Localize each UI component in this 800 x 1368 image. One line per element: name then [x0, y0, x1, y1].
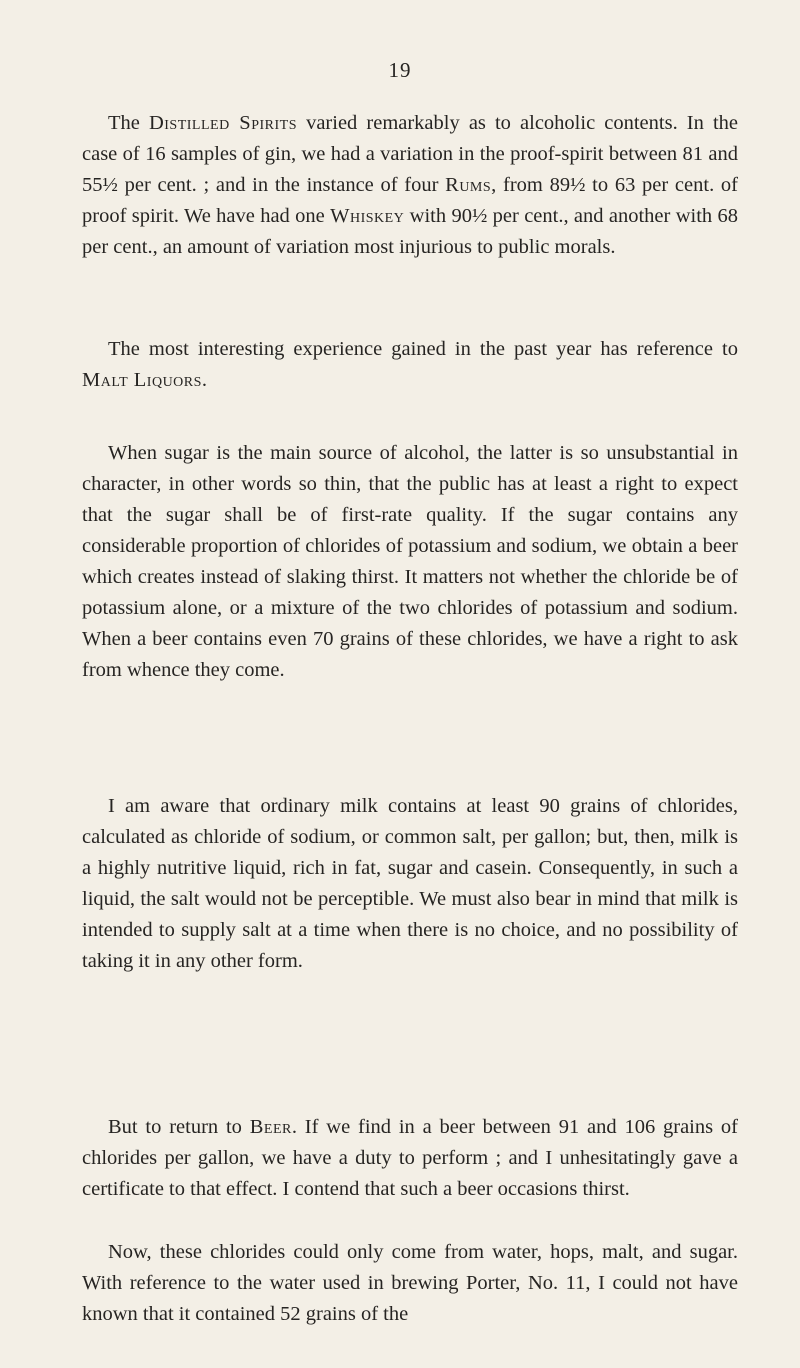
page-number: 19 [388, 58, 412, 82]
small-caps-term-distilled-spirits: Distilled Spirits [148, 112, 297, 134]
small-caps-term-beer: Beer [249, 1116, 292, 1138]
small-caps-term-rums: Rums [445, 174, 492, 196]
paragraph-text [82, 1112, 738, 1205]
paragraph-text-run: . [201, 369, 208, 391]
paragraph-malt-liquors [82, 334, 738, 396]
paragraph-text-run: . If we find in a beer between 91 and 106 grains of chlorides per gallon, we have a duty to perform ; and I unhesitatingly gave a certificate to that effect. I contend that such a beer occasions thirst. [82, 1116, 738, 1200]
paragraph-text: When sugar is the main source of alcohol, the latter is so unsubstantial in character, in other words so thin, that the public has at least a right to expect that the sugar shall be of first-rate quality. If the sugar contains any considerable proportion of chlorides of potassium and sodium, we obtain a beer which creates instead of slaking thirst. It matters not whether the chloride be of potassium alone, or a mixture of the two chlorides of potassium and sodium. When a beer contains even 70 grains of these chlorides, we have a right to ask from whence they come. [82, 442, 738, 681]
paragraph-water-hops-malt [82, 1237, 738, 1330]
paragraph-text-run: The [108, 112, 149, 134]
paragraph-text-run: varied remarkably as to alcoholic contents. In the case of 16 samples of gin, we had a variation in the proof-spirit between 81 and 55½ per cent. ; and in the instance of four [82, 112, 739, 196]
paragraph-text-run: with 90½ per cent., and another with 68 per cent., an amount of variation most injurious to public morals. [82, 205, 738, 258]
paragraph-text-run: But to return to [108, 1116, 250, 1138]
paragraph-sugar-chlorides [82, 438, 738, 686]
paragraph-milk-chlorides [82, 791, 738, 977]
paragraph-text [82, 334, 738, 396]
paragraph-text-run: The most interesting experience gained in the past year has reference to [108, 338, 738, 360]
paragraph-text: Now, these chlorides could only come from water, hops, malt, and sugar. With reference to the water used in brewing Porter, No. 11, I could not have known that it contained 52 grains of the [82, 1241, 738, 1325]
small-caps-term-whiskey: Whiskey [330, 205, 405, 227]
paragraph-text [82, 108, 738, 263]
small-caps-term-malt-liquors: Malt Liquors [82, 369, 202, 391]
paragraph-distilled-spirits [82, 108, 738, 263]
paragraph-text-run: , from 89½ to 63 per cent. of proof spirit. We have had one [82, 174, 738, 227]
paragraph-beer [82, 1112, 738, 1205]
paragraph-text: I am aware that ordinary milk contains at least 90 grains of chlorides, calculated as chloride of sodium, or common salt, per gallon; but, then, milk is a highly nutritive liquid, rich in fat, sugar and casein. Consequently, in such a liquid, the salt would not be perceptible. We must also bear in mind that milk is intended to supply salt at a time when there is no choice, and no possibility of taking it in any other form. [82, 795, 738, 972]
